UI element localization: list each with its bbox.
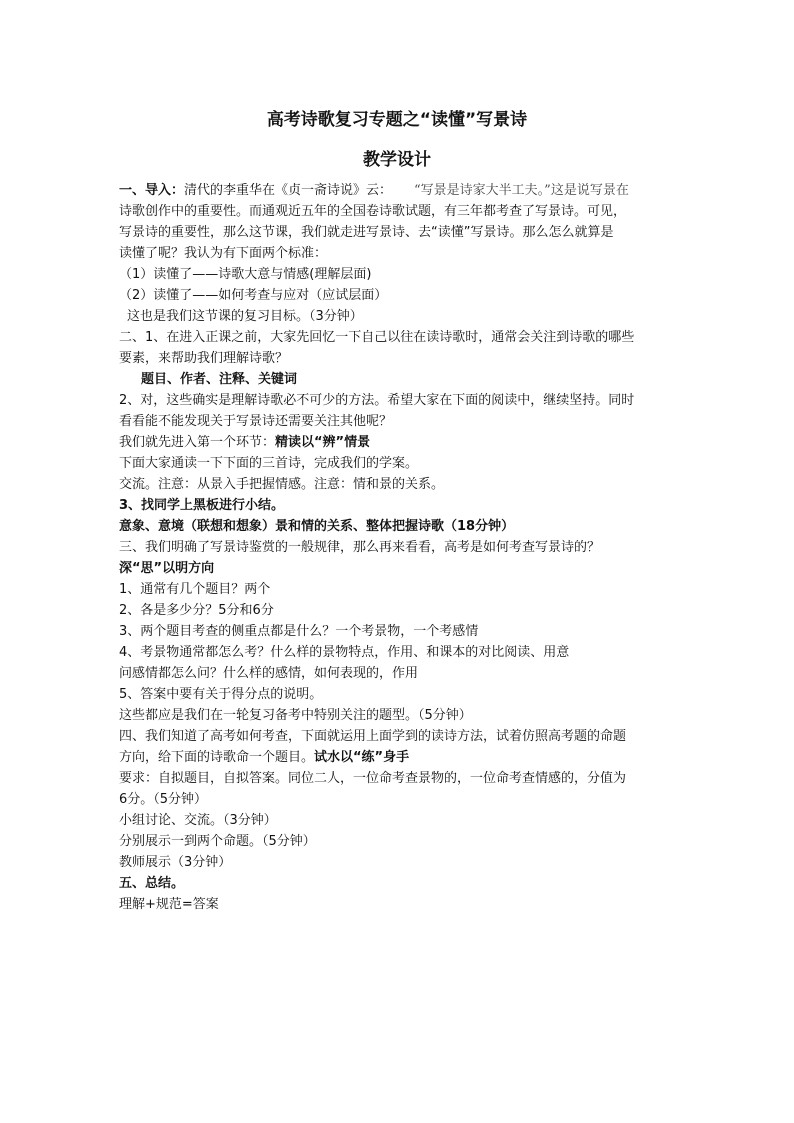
paragraph-line: 2、对，这些确实是理解诗歌必不可少的方法。希望大家在下面的阅读中，继续坚持。同时	[119, 393, 635, 408]
paragraph-line	[119, 432, 679, 453]
bold-line: 深“思”以明方向	[119, 561, 215, 576]
paragraph-line: 这也是我们这节课的复习目标。（3分钟）	[127, 309, 363, 324]
paragraph-line: 二、1、在进入正课之前，大家先回忆一下自己以往在读诗歌时，通常会关注到诗歌的哪些	[119, 330, 635, 345]
paragraph-line: 理解+规范=答案	[119, 897, 219, 912]
bold-line: 3、找同学上黑板进行小结。	[119, 498, 285, 513]
paragraph-line: 读懂了呢？我认为有下面两个标准：	[119, 246, 328, 261]
bold-run: 精读以“辨”情景	[275, 435, 371, 450]
bold-line: 题目、作者、注释、关键词	[141, 372, 298, 387]
paragraph-line: 四、我们知道了高考如何考查，下面就运用上面学到的读诗方法，试着仿照高考题的命题	[119, 729, 627, 744]
bold-run: 试水以“练”身手	[314, 750, 410, 765]
paragraph-line: 写景诗的重要性，那么这节课，我们就走进写景诗、去“读懂”写景诗。那么怎么就算是	[119, 225, 614, 240]
list-item: （2）读懂了——如何考查与应对（应试层面）	[119, 288, 388, 303]
list-item: 5、答案中要有关于得分点的说明。	[119, 687, 323, 702]
document-subtitle: 教学设计	[363, 150, 431, 170]
list-item: 2、各是多少分？5分和6分	[119, 603, 274, 618]
paragraph-line: 要求：自拟题目，自拟答案。同位二人，一位命考查景物的，一位命考查情感的，分值为	[119, 771, 627, 786]
paragraph-line: 小组讨论、交流。（3分钟）	[119, 813, 277, 828]
paragraph-line: 三、我们明确了写景诗鉴赏的一般规律，那么再来看看，高考是如何考查写景诗的？	[119, 540, 601, 555]
text-run: 清代的李重华在《贞一斋诗说》云：	[184, 183, 393, 198]
paragraph-line: 诗歌创作中的重要性。而通观近五年的全国卷诗歌试题，有三年都考查了写景诗。可见，	[119, 204, 627, 219]
paragraph-line: 6分。（5分钟）	[119, 792, 208, 807]
list-item: （1）读懂了——诗歌大意与情感(理解层面)	[119, 267, 372, 282]
paragraph-line: 要素，来帮助我们理解诗歌？	[119, 351, 289, 366]
bold-line: 意象、意境（联想和想象）景和情的关系、整体把握诗歌（18分钟）	[119, 519, 515, 534]
list-item: 1、通常有几个题目？两个	[119, 582, 271, 597]
document-title: 高考诗歌复习专题之“读懂”写景诗	[266, 110, 528, 130]
paragraph-line: 下面大家通读一下下面的三首诗，完成我们的学案。	[119, 456, 419, 471]
bold-line: 五、总结。	[119, 876, 185, 891]
document-body	[119, 180, 679, 915]
text-run: 我们就先进入第一个环节：	[119, 435, 276, 450]
paragraph-line	[119, 180, 679, 201]
text-run: 方向，给下面的诗歌命一个题目。	[119, 750, 315, 765]
paragraph-line: 看看能不能发现关于写景诗还需要关注其他呢？	[119, 414, 393, 429]
paragraph-line: 教师展示（3分钟）	[119, 855, 232, 870]
list-item: 4、考景物通常都怎么考？什么样的景物特点，作用、和课本的对比阅读、用意	[119, 645, 570, 660]
paragraph-line	[119, 747, 679, 768]
paragraph-line: 问感情都怎么问？什么样的感情，如何表现的，作用	[119, 666, 419, 681]
list-item: 3、两个题目考查的侧重点都是什么？一个考景物，一个考感情	[119, 624, 479, 639]
paragraph-line: 这些都应是我们在一轮复习备考中特别关注的题型。（5分钟）	[119, 708, 472, 723]
paragraph-line: 交流。注意：从景入手把握情感。注意：情和景的关系。	[119, 477, 445, 492]
section-label: 一、导入：	[119, 183, 185, 198]
quote-run: “写景是诗家大半工夫。”这是说写景在	[414, 183, 629, 198]
paragraph-line: 分别展示一到两个命题。（5分钟）	[119, 834, 316, 849]
